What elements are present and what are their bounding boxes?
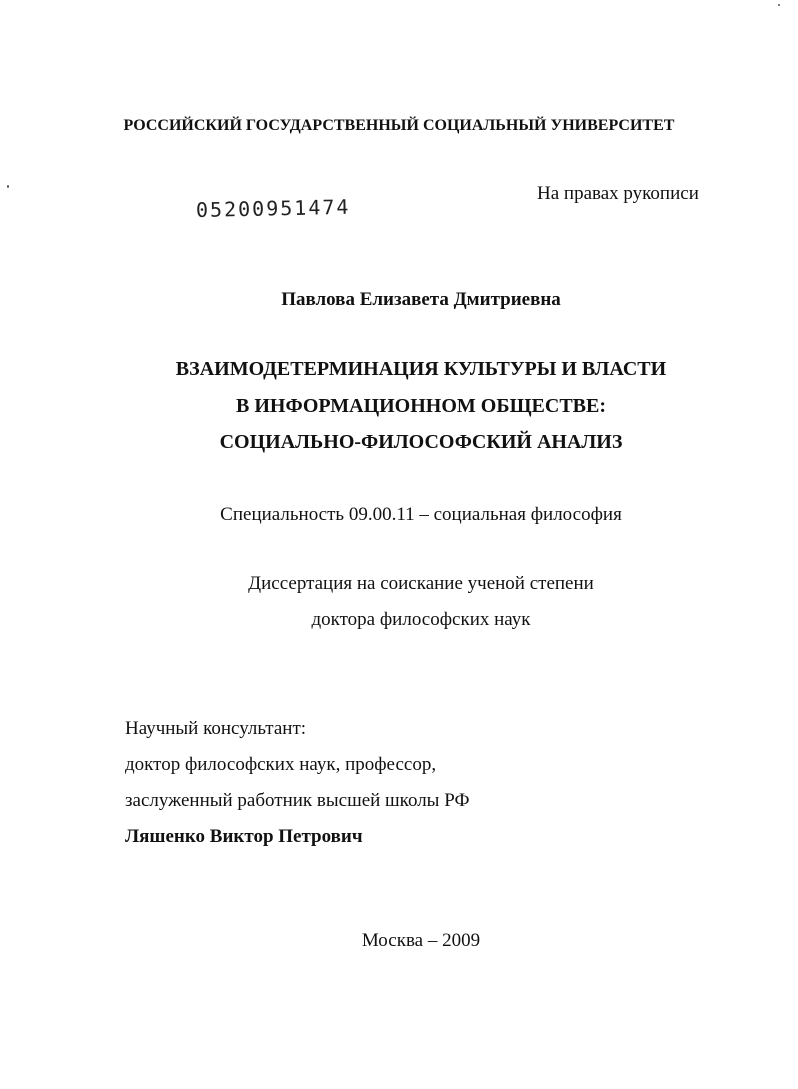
specialty-line: Специальность 09.00.11 – социальная философия bbox=[220, 504, 622, 525]
consultant-honor: заслуженный работник высшей школы РФ bbox=[125, 790, 470, 811]
dissertation-title-line-2: В ИНФОРМАЦИОННОМ ОБЩЕСТВЕ: bbox=[235, 395, 606, 417]
university-name: РОССИЙСКИЙ ГОСУДАРСТВЕННЫЙ СОЦИАЛЬНЫЙ УНИВЕРСИТЕТ bbox=[123, 117, 675, 134]
dissertation-title-line-1: ВЗАИМОДЕТЕРМИНАЦИЯ КУЛЬТУРЫ И ВЛАСТИ bbox=[175, 358, 667, 380]
consultant-degree: доктор философских наук, профессор, bbox=[125, 754, 437, 775]
inventory-number-stamp: 05200951474 bbox=[195, 194, 351, 222]
scan-speck bbox=[778, 4, 780, 6]
manuscript-rights-note: На правах рукописи bbox=[537, 183, 699, 204]
consultant-name: Ляшенко Виктор Петрович bbox=[125, 826, 363, 847]
scan-speck bbox=[7, 185, 9, 188]
degree-sought-line-2: доктора философских наук bbox=[311, 609, 531, 630]
consultant-label: Научный консультант: bbox=[125, 718, 307, 739]
city-year: Москва – 2009 bbox=[361, 930, 481, 951]
degree-sought-line-1: Диссертация на соискание ученой степени bbox=[248, 573, 594, 594]
author-name: Павлова Елизавета Дмитриевна bbox=[281, 289, 561, 310]
dissertation-title-line-3: СОЦИАЛЬНО-ФИЛОСОФСКИЙ АНАЛИЗ bbox=[219, 431, 623, 453]
